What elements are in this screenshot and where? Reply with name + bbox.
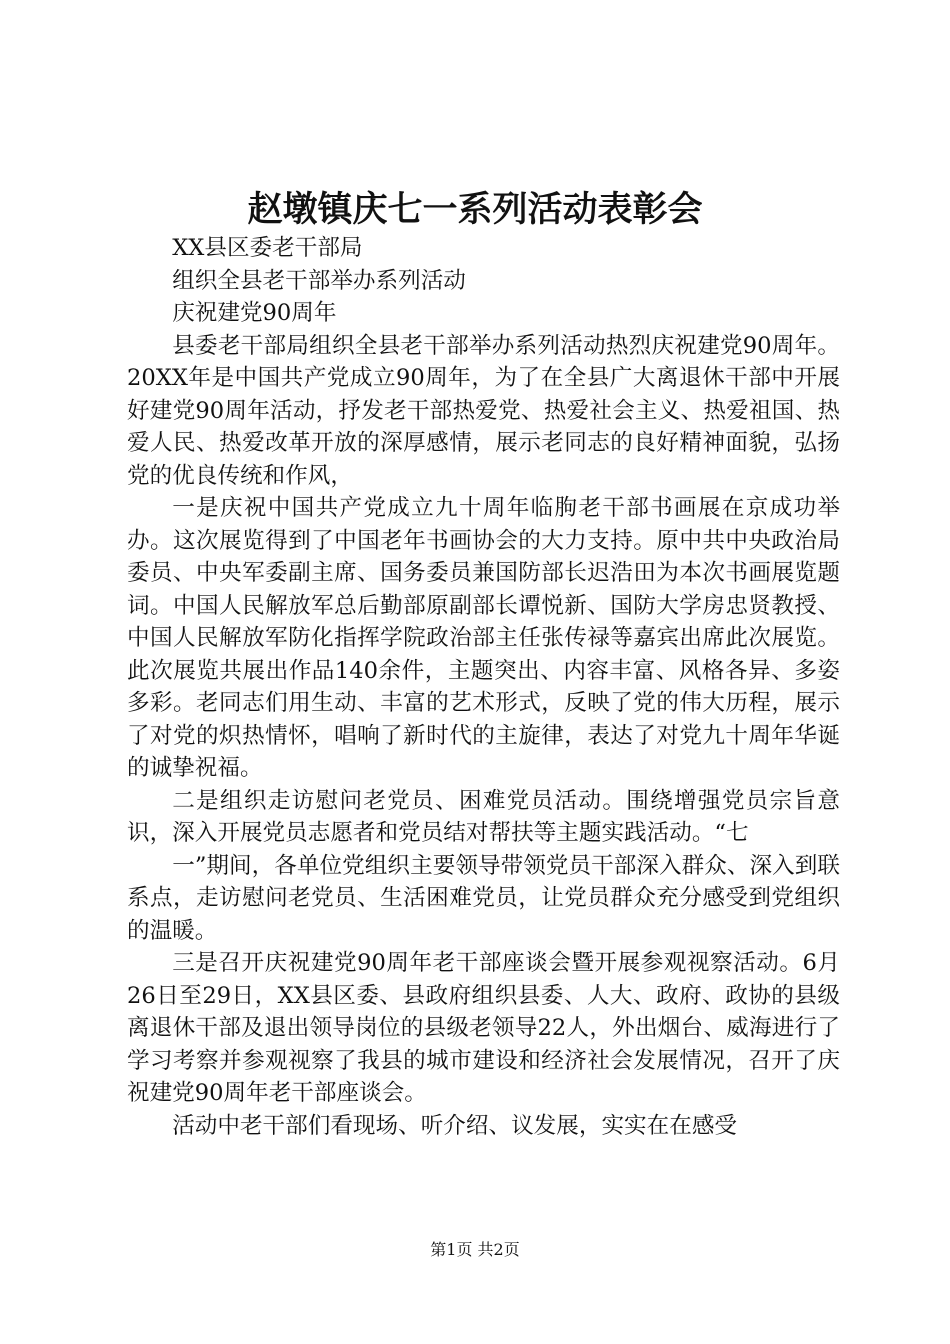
paragraph-second: 二是组织走访慰问老党员、困难党员活动。围绕增强党员宗旨意识，深入开展党员志愿者和党员结对帮扶等主题实践活动。“七 xyxy=(127,787,840,846)
document-body xyxy=(127,232,840,1142)
document-title: 赵墩镇庆七一系列活动表彰会 xyxy=(247,189,703,230)
paragraph-subtitle: 组织全县老干部举办系列活动 xyxy=(172,267,466,294)
paragraph-second-cont: 一”期间，各单位党组织主要领导带领党员干部深入群众、深入到联系点，走访慰问老党员、生活困难党员，让党员群众充分感受到党组织的温暖。 xyxy=(127,852,840,944)
paragraph-intro: 县委老干部局组织全县老干部举办系列活动热烈庆祝建党90周年。20XX年是中国共产党成立90周年，为了在全县广大离退休干部中开展好建党90周年活动，抒发老干部热爱党、热爱社会主义、热爱祖国、热爱人民、热爱改革开放的深厚感情，展示老同志的良好精神面貌，弘扬党的优良传统和作风， xyxy=(127,332,840,489)
paragraph-org: XX县区委老干部局 xyxy=(172,235,363,261)
paragraph-fourth: 活动中老干部们看现场、听介绍、议发展，实实在在感受 xyxy=(172,1112,738,1139)
paragraph-third: 三是召开庆祝建党90周年老干部座谈会暨开展参观视察活动。6月26日至29日，XX县区委、县政府组织县委、人大、政府、政协的县级离退休干部及退出领导岗位的县级老领导22人，外出烟台、威海进行了学习考察并参观视察了我县的城市建设和经济社会发展情况，召开了庆祝建党90周年老干部座谈会。 xyxy=(127,950,840,1106)
paragraph-occasion: 庆祝建党90周年 xyxy=(172,300,337,326)
page-number-footer: 第1页 共2页 xyxy=(430,1240,520,1259)
paragraph-first: 一是庆祝中国共产党成立九十周年临朐老干部书画展在京成功举办。这次展览得到了中国老年书画协会的大力支持。原中共中央政治局委员、中央军委副主席、国务委员兼国防部长迟浩田为本次书画展览题词。中国人民解放军总后勤部原副部长谭悦新、国防大学房忠贤教授、中国人民解放军防化指挥学院政治部主任张传禄等嘉宾出席此次展览。此次展览共展出作品140余件，主题突出、内容丰富、风格各异、多姿多彩。老同志们用生动、丰富的艺术形式，反映了党的伟大历程，展示了对党的炽热情怀，唱响了新时代的主旋律，表达了对党九十周年华诞的诚挚祝福。 xyxy=(127,495,840,781)
